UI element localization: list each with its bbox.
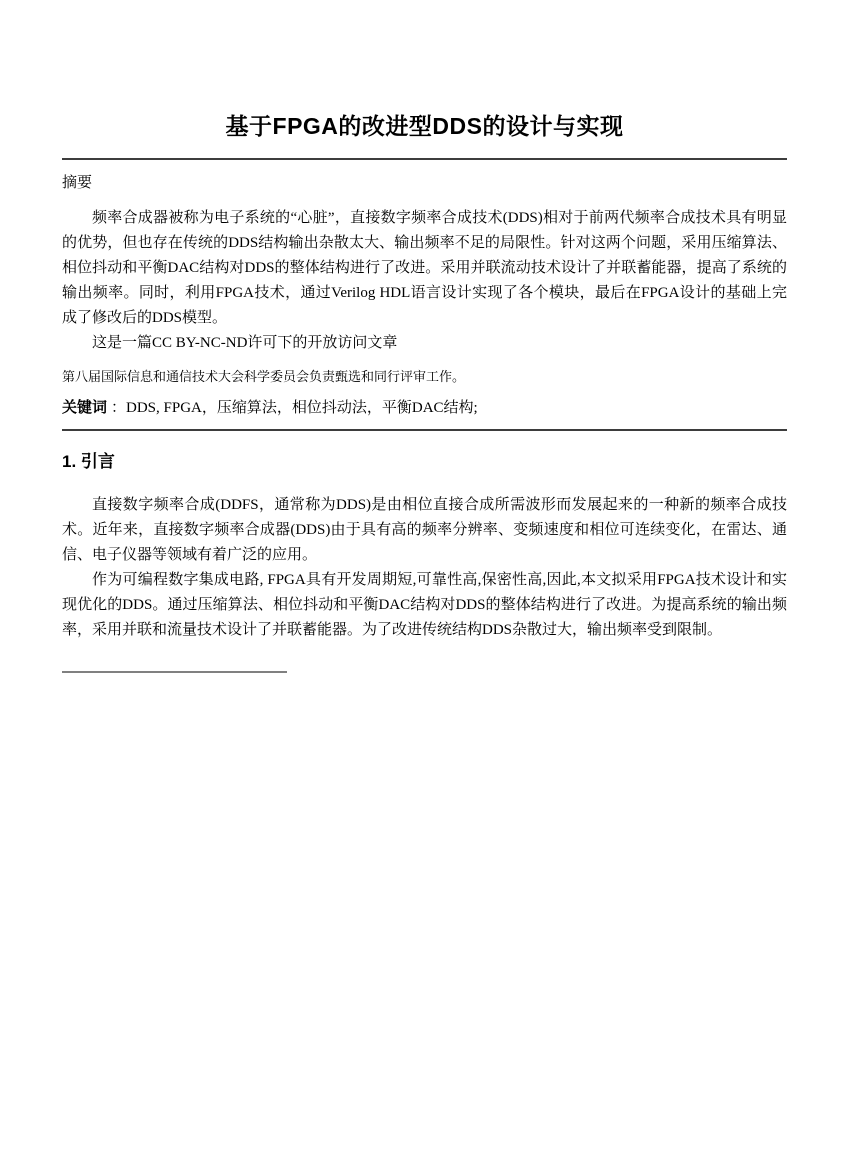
committee-note: 第八届国际信息和通信技术大会科学委员会负责甄选和同行评审工作。 xyxy=(62,369,466,384)
intro-paragraph-2: 作为可编程数字集成电路, FPGA具有开发周期短,可靠性高,保密性高,因此,本文拟采用FPGA技术设计和实现优化的DDS。通过压缩算法、相位抖动和平衡DAC结构对DDS的整体结构进行了改进。为提高系统的输出频率，采用并联和流量技术设计了并联蓄能器。为了改进传统结构DDS杂散过大，输出频率受到限制。 xyxy=(62,572,787,638)
paper-title: 基于FPGA的改进型DDS的设计与实现 xyxy=(225,113,624,139)
keywords-text: ：DDS, FPGA，压缩算法，相位抖动法，平衡DAC结构; xyxy=(111,400,478,416)
keywords-line xyxy=(62,397,787,419)
abstract-heading: 摘要 xyxy=(62,174,93,191)
intro-paragraph-1: 直接数字频率合成(DDFS，通常称为DDS)是由相位直接合成所需波形而发展起来的一种新的频率合成技术。近年来，直接数字频率合成器(DDS)由于具有高的频率分辨率、变频速度和相位可连续变化，在雷达、通信、电子仪器等领域有着广泛的应用。 xyxy=(62,497,787,563)
keywords-divider xyxy=(62,429,787,431)
footnote-divider xyxy=(62,671,287,673)
keywords-label: 关键词 xyxy=(62,399,108,416)
abstract-body: 频率合成器被称为电子系统的“心脏”，直接数字频率合成技术(DDS)相对于前两代频率合成技术具有明显的优势，但也存在传统的DDS结构输出杂散太大、输出频率不足的局限性。针对这两个问题，采用压缩算法、相位抖动和平衡DAC结构对DDS的整体结构进行了改进。采用并联流动技术设计了并联蓄能器，提高了系统的输出频率。同时，利用FPGA技术，通过Verilog HDL语言设计实现了各个模块，最后在FPGA设计的基础上完成了修改后的DDS模型。 xyxy=(62,210,787,326)
page-content xyxy=(0,110,847,673)
license-note: 这是一篇CC BY-NC-ND许可下的开放访问文章 xyxy=(92,335,398,351)
title-divider xyxy=(62,158,787,160)
section-heading-introduction: 1. 引言 xyxy=(62,452,115,471)
